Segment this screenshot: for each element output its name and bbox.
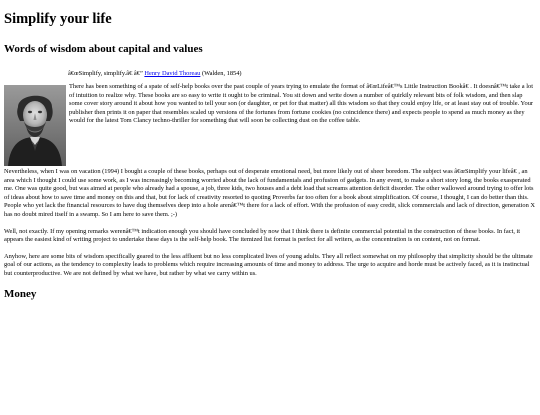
article-body xyxy=(4,83,536,168)
paragraph: Well, not exactly. If my opening remarks werenâ€™t indication enough you should have concluded by now that I think there is definite commercial potential in the construction of these books. In fact, it appears the easiest kind of writing project to undertake these days is the self-help book. The itemized list format is perfect for all writers, as the concentration is on content, not on format. xyxy=(4,227,521,244)
document-page xyxy=(0,10,540,301)
quote-author-link[interactable]: Henry David Thoreau xyxy=(144,70,201,77)
portrait-image xyxy=(4,85,66,166)
paragraph: Nevertheless, when I was on vacation (1994) I bought a couple of these books, perhaps out of desperate emotional need, but more likely out of sheer boredom. The subject was â€œSimplify your lifeâ€ , an area which I thought I could use some work, as I was increasingly becoming worried about the lack of fundamentals and profusion of gadgets. In any event, to make a short story long, the books exasperated me. One was quite good, but was aimed at people who already had a spouse, a job, three kids, two houses and a debt load that screams attention deficit disorder. The other wallowed around trying to offer lots of ideas about how to save time and money on this and that, but for lack of creativity resorted to quoting Proverbs far too often for a book about simplification. Of course, I thought, I can do better than this. People who yet lack the financial resources to have dug themselves deep into a hole arenâ€™t there for a lack of effort. With the profusion of easy credit, slick commercials and lack of direction, generation X has no doubt mired itself in a swamp. So I am here to save them. ;-) xyxy=(4,168,536,218)
paragraph: Anyhow, here are some bits of wisdom specifically geared to the less affluent but no less complicated lives of young adults. They all reflect somewhat on my philosophy that simplicity should be the ultimate goal of our actions, as the tendency to complexity leads to problems which require increasing amounts of time and money to address. The urge to acquire and horde must be actively faced, as it is instinctual but counterproductive. We are not defined by what we have, but rather by what we carry within us. xyxy=(4,252,533,277)
quote-text: â€œSimplify, simplify.â€ â€” xyxy=(68,70,145,77)
epigraph-quote xyxy=(4,69,536,78)
paragraph: There has been something of a spate of self-help books over the past couple of years trying to emulate the format of â€œLifeâ€™s Little Instruction Bookâ€ . It doesnâ€™t take a lot of intuition to realize why. These books are so easy to write it ought to be criminal. You sit down and write down a number of quirkily relevant bits of folk wisdom, and then slap some cover story around it about how you wanted to tell your son (or daughter, or pet for that matter) all this wisdom so that they could enjoy life, or at least stay out of trouble. Your publisher then prints it on paper that resembles scaled up versions of the fortunes from fortune cookies (no coincidence there) and expects people to spend as much money as they would for the latest Tom Clancy techno-thriller for something that will soon be collecting dust on the coffee table. xyxy=(69,83,534,125)
page-subtitle: Words of wisdom about capital and values xyxy=(4,43,203,55)
section-heading-money: Money xyxy=(4,287,37,300)
page-title: Simplify your life xyxy=(4,11,112,27)
quote-source: (Walden, 1854) xyxy=(200,70,242,77)
